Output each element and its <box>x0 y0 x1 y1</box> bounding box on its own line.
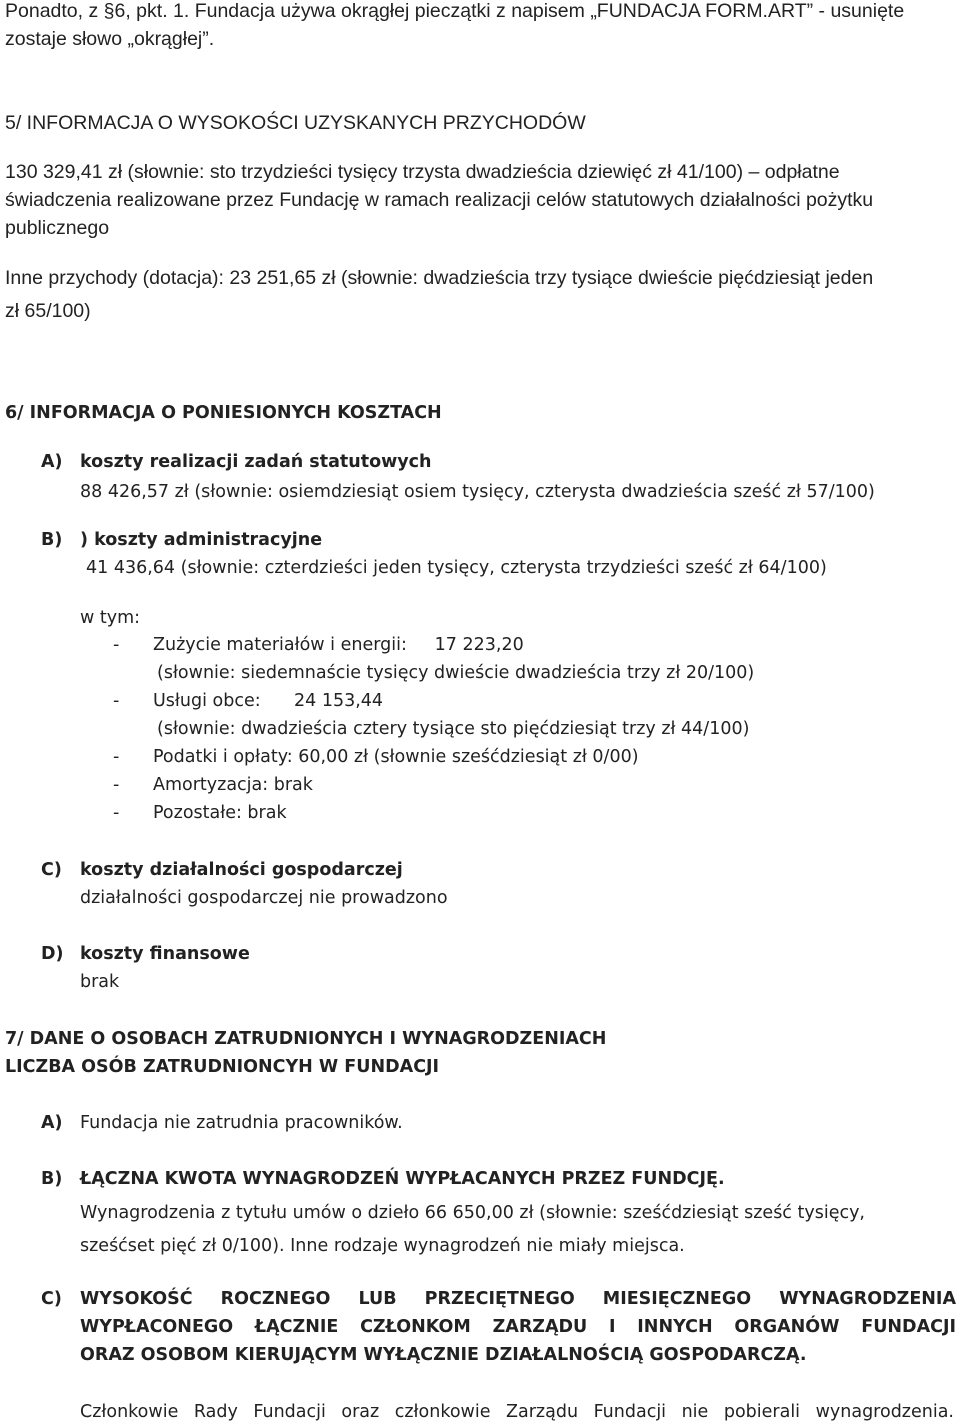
section6-b-title: ) koszty administracyjne <box>80 530 323 550</box>
section6-c-label: C) <box>41 860 62 880</box>
section7-c-text: Członkowie Rady Fundacji oraz członkowie Zarządu Fundacji nie pobierali wynagrodzenia. <box>80 1402 954 1422</box>
cost-item-services: Usługi obce: 24 153,44 <box>153 691 384 711</box>
section6-c-text: działalności gospodarczej nie prowadzono <box>80 888 448 908</box>
cost-item-services-words: (słownie: dwadzieścia cztery tysiące sto pięćdziesiąt trzy zł 44/100) <box>157 719 750 739</box>
intro-line-1: Ponadto, z §6, pkt. 1. Fundacja używa okrągłej pieczątki z napisem „FUNDACJA FORM.ART” - usunięte <box>5 0 905 22</box>
section7-c-line3: ORAZ OSOBOM KIERUJĄCYM WYŁĄCZNIE DZIAŁALNOŚCIĄ GOSPODARCZĄ. <box>80 1345 807 1365</box>
cost-item-other: Pozostałe: brak <box>153 803 287 823</box>
intro-line-2: zostaje słowo „okrągłej”. <box>5 28 215 50</box>
section6-d-text: brak <box>80 972 120 992</box>
section7-c-line1: WYSOKOŚĆ ROCZNEGO LUB PRZECIĘTNEGO MIESIĘCZNEGO WYNAGRODZENIA <box>80 1289 956 1309</box>
dash-marker: - <box>113 775 120 795</box>
section7-a-label: A) <box>41 1113 63 1133</box>
section6-a-title: koszty realizacji zadań statutowych <box>80 452 432 472</box>
section5-para1-line3: publicznego <box>5 217 110 239</box>
section6-d-title: koszty finansowe <box>80 944 250 964</box>
section7-b-line1: Wynagrodzenia z tytułu umów o dzieło 66 650,00 zł (słownie: sześćdziesiąt sześć tysięcy, <box>80 1203 865 1223</box>
cost-item-materials-words: (słownie: siedemnaście tysięcy dwieście dwadzieścia trzy zł 20/100) <box>157 663 755 683</box>
section7-c-line2: WYPŁACONEGO ŁĄCZNIE CZŁONKOM ZARZĄDU I INNYCH ORGANÓW FUNDACJI <box>80 1317 956 1337</box>
section6-c-title: koszty działalności gospodarczej <box>80 860 403 880</box>
section6-b-wtym: w tym: <box>80 608 141 628</box>
section7-a-text: Fundacja nie zatrudnia pracowników. <box>80 1113 403 1133</box>
section7-b-label: B) <box>41 1169 63 1189</box>
dash-marker: - <box>113 803 120 823</box>
section5-para2-line2: zł 65/100) <box>5 300 91 322</box>
section5-heading: 5/ INFORMACJA O WYSOKOŚCI UZYSKANYCH PRZYCHODÓW <box>5 112 586 134</box>
section7-b-line2: sześćset pięć zł 0/100). Inne rodzaje wynagrodzeń nie miały miejsca. <box>80 1236 685 1256</box>
dash-marker: - <box>113 635 120 655</box>
dash-marker: - <box>113 747 120 767</box>
section6-b-text: 41 436,64 (słownie: czterdzieści jeden tysięcy, czterysta trzydzieści sześć zł 64/100) <box>86 558 827 578</box>
section6-d-label: D) <box>41 944 64 964</box>
section6-b-label: B) <box>41 530 63 550</box>
section6-a-text: 88 426,57 zł (słownie: osiemdziesiąt osiem tysięcy, czterysta dwadzieścia sześć zł 57/100) <box>80 482 875 502</box>
section7-c-label: C) <box>41 1289 62 1309</box>
section7-b-title: ŁĄCZNA KWOTA WYNAGRODZEŃ WYPŁACANYCH PRZEZ FUNDCJĘ. <box>80 1169 725 1189</box>
cost-item-materials: Zużycie materiałów i energii: 17 223,20 <box>153 635 524 655</box>
section6-a-label: A) <box>41 452 63 472</box>
section6-heading: 6/ INFORMACJA O PONIESIONYCH KOSZTACH <box>5 403 442 423</box>
cost-item-depreciation: Amortyzacja: brak <box>153 775 313 795</box>
section7-heading: 7/ DANE O OSOBACH ZATRUDNIONYCH I WYNAGRODZENIACH <box>5 1029 607 1049</box>
section5-para1-line1: 130 329,41 zł (słownie: sto trzydzieści tysięcy trzysta dwadzieścia dziewięć zł 41/100) – odpłatne <box>5 161 840 183</box>
section5-para1-line2: świadczenia realizowane przez Fundację w ramach realizacji celów statutowych działalności pożytku <box>5 189 874 211</box>
section7-subheading: LICZBA OSÓB ZATRUDNIONCYH W FUNDACJI <box>5 1057 440 1077</box>
cost-item-taxes: Podatki i opłaty: 60,00 zł (słownie sześćdziesiąt zł 0/00) <box>153 747 639 767</box>
dash-marker: - <box>113 691 120 711</box>
section5-para2-line1: Inne przychody (dotacja): 23 251,65 zł (słownie: dwadzieścia trzy tysiące dwieście pięćdziesiąt jeden <box>5 267 874 289</box>
